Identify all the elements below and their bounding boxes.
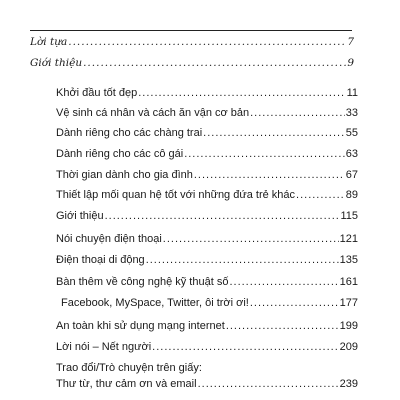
toc-entry xyxy=(56,107,358,119)
leader-dots xyxy=(194,169,345,181)
toc-entry-page: 239 xyxy=(339,378,358,390)
toc-entry-label: Lời nói – Nết người xyxy=(56,341,152,353)
toc-entry-label: Khởi đầu tốt đẹp xyxy=(56,87,138,99)
leader-dots xyxy=(226,320,339,332)
toc-entry-label: Thiết lập mối quan hệ tốt với những đứa trẻ khác xyxy=(56,189,296,201)
toc-entry-page: 177 xyxy=(339,297,358,309)
leader-dots xyxy=(146,254,339,266)
toc-entry-label: Điện thoại di động xyxy=(56,254,145,266)
top-rule xyxy=(30,30,352,31)
toc-entry-label: Giới thiệu xyxy=(30,57,83,69)
toc-entry xyxy=(56,87,358,99)
leader-dots xyxy=(152,341,338,353)
toc-entry-heading-line: Trao đổi/Trò chuyện trên giấy: xyxy=(56,362,202,374)
toc-entry-page: 89 xyxy=(345,189,358,201)
leader-dots xyxy=(83,57,346,69)
toc-entry-page: 9 xyxy=(347,57,354,69)
toc-entry xyxy=(56,148,358,160)
toc-entry-label: Nói chuyện điện thoại xyxy=(56,233,162,245)
leader-dots xyxy=(250,297,339,309)
leader-dots xyxy=(105,210,340,222)
toc-entry xyxy=(56,341,358,353)
leader-dots xyxy=(163,233,339,245)
toc-entry-label: Lời tựa xyxy=(30,36,68,48)
toc-entry-page: 55 xyxy=(345,127,358,139)
toc-entry-preface xyxy=(30,36,354,48)
toc-entry-page: 7 xyxy=(347,36,354,48)
toc-entry-label: Vệ sinh cá nhân và cách ăn vận cơ bản xyxy=(56,107,250,119)
leader-dots xyxy=(138,87,345,99)
leader-dots xyxy=(203,127,345,139)
leader-dots xyxy=(68,36,346,48)
toc-entry-page: 121 xyxy=(339,233,358,245)
toc-entry xyxy=(56,320,358,332)
toc-entry xyxy=(56,254,358,266)
toc-entry-label: Dành riêng cho các chàng trai xyxy=(56,127,203,139)
toc-entry-page: 209 xyxy=(339,341,358,353)
leader-dots xyxy=(229,276,338,288)
toc-entry-label: An toàn khi sử dụng mạng internet xyxy=(56,320,225,332)
toc-entry-page: 67 xyxy=(345,169,358,181)
toc-entry-page: 33 xyxy=(345,107,358,119)
toc-entry-label: Thư từ, thư cảm ơn và email xyxy=(56,378,197,390)
toc-entry xyxy=(56,127,358,139)
toc-entry xyxy=(56,233,358,245)
leader-dots xyxy=(250,107,345,119)
toc-entry-page: 11 xyxy=(346,87,358,99)
toc-entry-introduction xyxy=(30,57,354,69)
toc-entry xyxy=(56,189,358,201)
toc-entry xyxy=(56,210,358,222)
toc-entry xyxy=(61,297,358,309)
toc-entry-label: Facebook, MySpace, Twitter, ôi trời ơi! xyxy=(61,297,249,309)
toc-entry xyxy=(56,378,358,390)
leader-dots xyxy=(296,189,345,201)
toc-entry-page: 161 xyxy=(339,276,358,288)
leader-dots xyxy=(184,148,345,160)
toc-entry xyxy=(56,169,358,181)
toc-entry-label: Dành riêng cho các cô gái xyxy=(56,148,184,160)
toc-entry-page: 199 xyxy=(339,320,358,332)
toc-entry-page: 135 xyxy=(339,254,358,266)
leader-dots xyxy=(198,378,339,390)
toc-entry-page: 115 xyxy=(340,210,358,222)
toc-entry-label: Thời gian dành cho gia đình xyxy=(56,169,193,181)
toc-entry-page: 63 xyxy=(345,148,358,160)
toc-entry-label: Giới thiệu xyxy=(56,210,104,222)
toc-entry xyxy=(56,276,358,288)
toc-entry-label: Bàn thêm về công nghệ kỹ thuật số xyxy=(56,276,229,288)
